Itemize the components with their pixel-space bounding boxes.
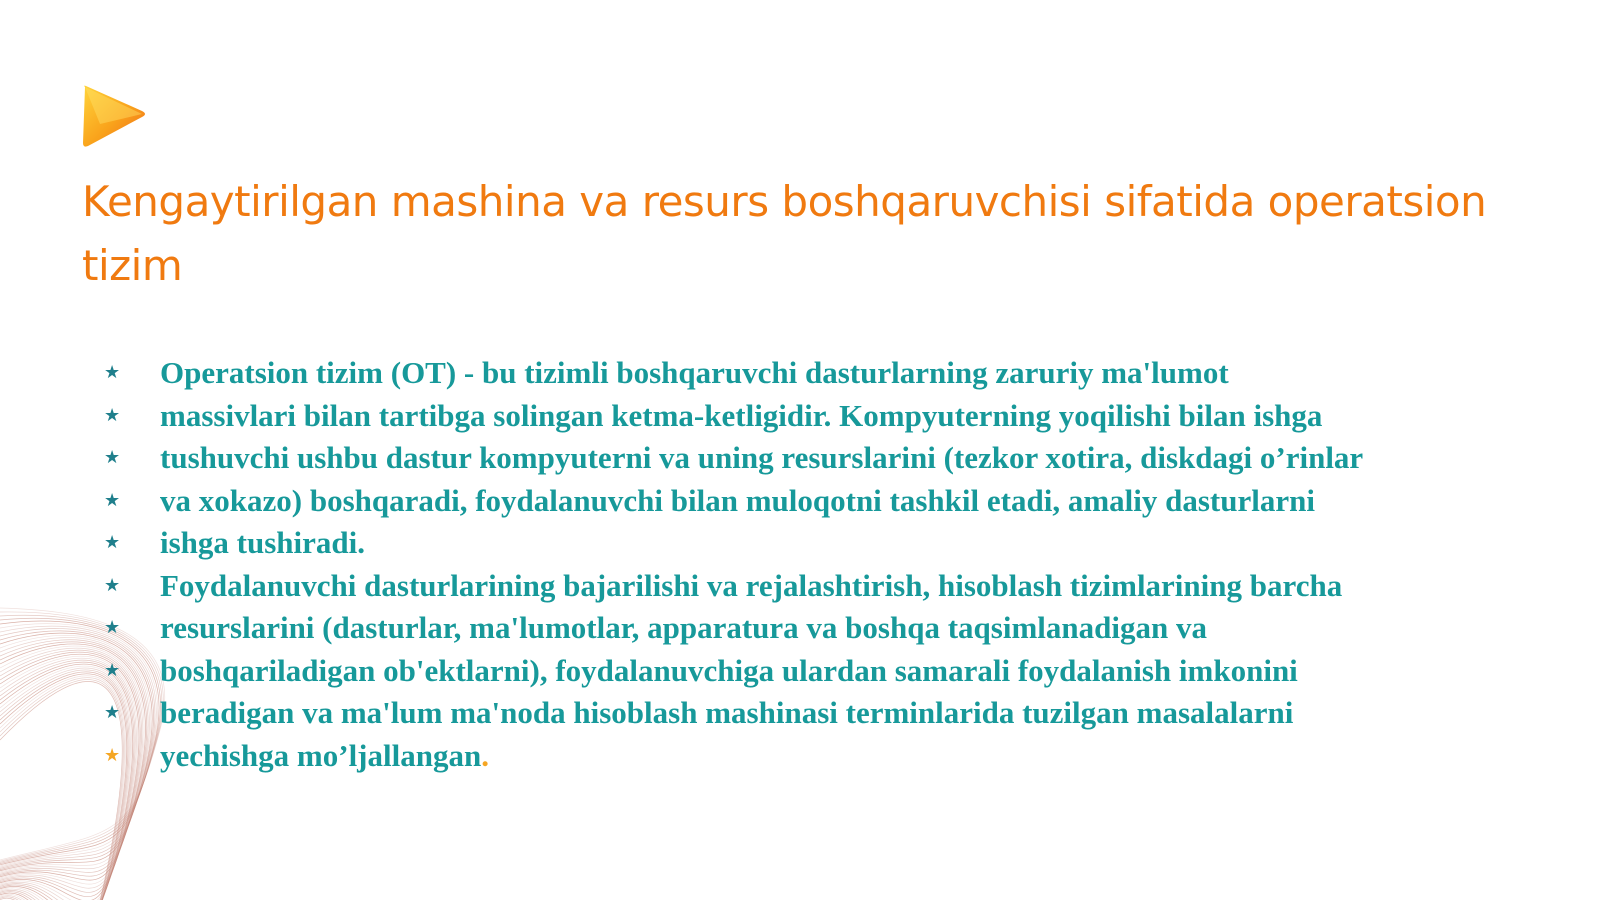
body-line	[104, 437, 1544, 480]
body-line	[104, 352, 1544, 395]
body-line	[104, 522, 1544, 565]
body-line	[104, 650, 1544, 693]
body-line-text: beradigan va ma'lum ma'noda hisoblash mashinasi terminlarida tuzilgan masalalarni	[160, 695, 1294, 730]
body-text-list	[104, 352, 1544, 777]
body-line	[104, 692, 1544, 735]
star-icon: ★	[104, 659, 121, 681]
star-icon: ★	[104, 447, 121, 468]
slide-title: Kengaytirilgan mashina va resurs boshqaruvchisi sifatida operatsion tizim	[82, 177, 1487, 290]
body-line-text: resurslarini (dasturlar, ma'lumotlar, apparatura va boshqa taqsimlanadigan va	[160, 610, 1207, 645]
body-line-text: va xokazo) boshqaradi, foydalanuvchi bilan muloqotni tashkil etadi, amaliy dasturlarni	[160, 482, 1315, 518]
star-icon: ★	[104, 617, 121, 638]
star-icon: ★	[104, 532, 121, 553]
trailing-period: .	[481, 737, 489, 773]
body-line	[104, 607, 1544, 650]
star-icon: ★	[104, 574, 121, 596]
star-icon: ★	[104, 362, 121, 383]
star-icon: ★	[104, 489, 121, 511]
star-icon: ★	[104, 744, 121, 766]
body-line-text: Operatsion tizim (OT) - bu tizimli boshqaruvchi dasturlarning zaruriy ma'lumot	[160, 355, 1229, 390]
body-line-text: massivlari bilan tartibga solingan ketma-ketligidir. Kompyuterning yoqilishi bilan ishga	[160, 397, 1323, 433]
body-line-text: Foydalanuvchi dasturlarining bajarilishi va rejalashtirish, hisoblash tizimlarining barcha	[160, 567, 1343, 603]
body-line	[104, 565, 1544, 608]
body-line-text: ishga tushiradi.	[160, 525, 366, 560]
body-line-text: tushuvchi ushbu dastur kompyuterni va uning resurslarini (tezkor xotira, diskdagi o’rinlar	[160, 440, 1364, 475]
star-icon: ★	[104, 404, 121, 426]
play-triangle-icon	[82, 84, 148, 150]
star-icon: ★	[104, 702, 121, 723]
body-line	[104, 735, 1544, 778]
body-line-text: yechishga mo’ljallangan	[160, 737, 482, 773]
body-line-text: boshqariladigan ob'ektlarni), foydalanuvchiga ulardan samarali foydalanish imkonini	[160, 652, 1298, 688]
body-line	[104, 395, 1544, 438]
body-line	[104, 480, 1544, 523]
